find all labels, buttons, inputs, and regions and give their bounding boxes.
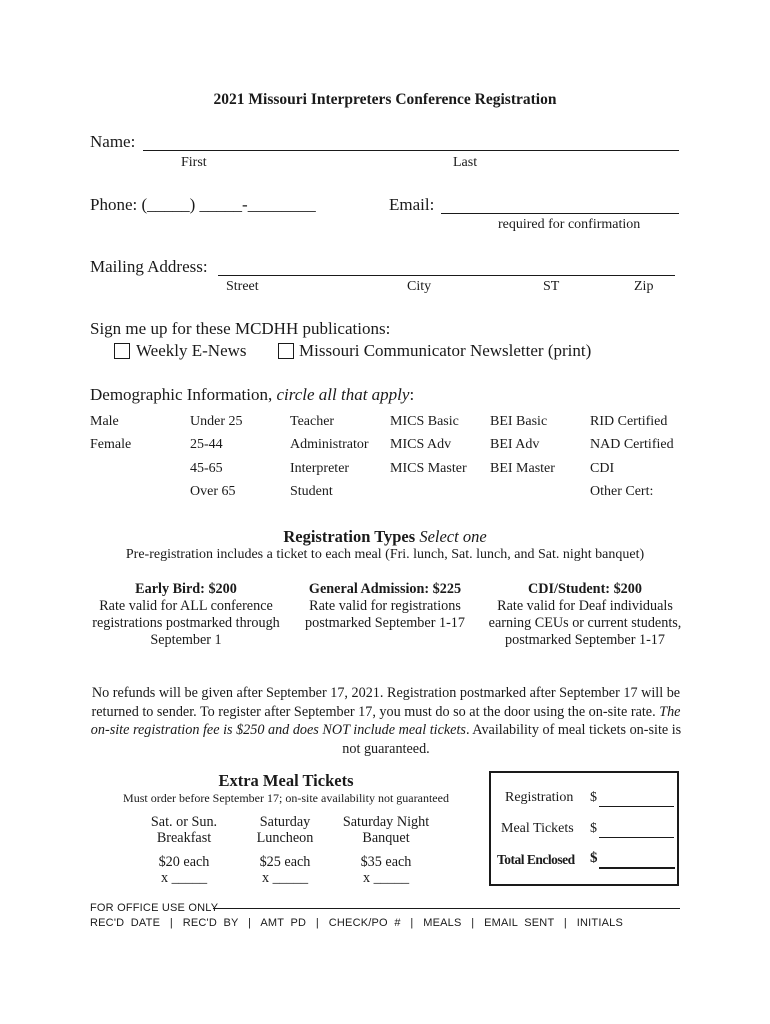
address-city-caption: City <box>407 279 432 294</box>
totals-registration-label: Registration <box>505 790 574 805</box>
meal-name: Saturday Night <box>342 814 430 830</box>
demographic-col-mics <box>390 410 467 480</box>
totals-total-label: Total Enclosed <box>497 852 575 867</box>
name-first-caption: First <box>181 155 207 170</box>
office-fields: REC'D DATE | REC'D BY | AMT PD | CHECK/PO # | MEALS | EMAIL SENT | INITIALS <box>90 917 623 929</box>
demographic-option[interactable]: Interpreter <box>290 460 350 476</box>
meal-qty-field[interactable]: x _____ <box>160 870 208 886</box>
address-st-caption: ST <box>543 279 560 294</box>
weekly-enews-label: Weekly E-News <box>136 341 247 360</box>
name-label: Name: <box>90 132 136 151</box>
meal-banquet <box>326 814 446 886</box>
demographic-option[interactable]: Student <box>290 483 333 499</box>
meal-name: Sat. or Sun. <box>150 814 218 830</box>
dollar-sign: $ <box>590 850 598 866</box>
early-bird-title: Early Bird: $200 <box>135 581 237 597</box>
email-label: Email: <box>389 195 435 214</box>
phone-field[interactable]: Phone: (_____) _____-________ <box>90 195 316 214</box>
registration-heading: Registration Types Select one <box>283 527 487 546</box>
dollar-sign: $ <box>590 790 597 805</box>
meal-price: $20 each <box>158 854 210 870</box>
publications-heading: Sign me up for these MCDHH publications: <box>90 319 391 338</box>
registration-cdi-student[interactable] <box>486 581 684 649</box>
demographic-col-cert <box>590 410 674 503</box>
general-title: General Admission: $225 <box>308 581 462 597</box>
newsletter-checkbox[interactable] <box>278 343 294 359</box>
demographic-col-role <box>290 410 369 503</box>
totals-total-field[interactable] <box>599 867 675 869</box>
totals-meals-field[interactable] <box>599 837 674 838</box>
email-field[interactable] <box>441 213 679 214</box>
demographic-option[interactable]: Other Cert: <box>590 483 654 499</box>
meals-heading: Extra Meal Tickets <box>218 771 354 790</box>
early-bird-desc: Rate valid for ALL conference registrations postmarked through September 1 <box>92 598 280 648</box>
totals-registration-field[interactable] <box>599 806 674 807</box>
newsletter-label: Missouri Communicator Newsletter (print) <box>299 341 592 360</box>
demographic-col-gender <box>90 410 131 457</box>
meal-name: Breakfast <box>156 830 212 846</box>
registration-general[interactable] <box>290 581 480 632</box>
meal-name: Luncheon <box>256 830 314 846</box>
meal-price: $35 each <box>360 854 412 870</box>
weekly-enews-checkbox[interactable] <box>114 343 130 359</box>
name-field[interactable] <box>143 150 679 151</box>
demographic-option[interactable]: MICS Basic <box>390 414 459 429</box>
demographic-col-bei <box>490 410 555 480</box>
totals-meals-label: Meal Tickets <box>501 821 574 836</box>
demographic-option[interactable]: Over 65 <box>190 483 236 499</box>
meal-breakfast <box>129 814 239 886</box>
name-last-caption: Last <box>453 155 478 170</box>
form-title: 2021 Missouri Interpreters Conference Registration <box>213 91 557 108</box>
address-label: Mailing Address: <box>90 257 208 276</box>
demographic-col-age <box>190 410 243 503</box>
demographic-option[interactable]: 45-65 <box>190 460 223 476</box>
demographic-option[interactable]: 25-44 <box>190 437 223 453</box>
demographic-option[interactable]: MICS Master <box>390 460 467 476</box>
meal-qty-field[interactable]: x _____ <box>362 870 410 886</box>
general-desc: Rate valid for registrations postmarked September 1-17 <box>305 598 465 631</box>
office-divider <box>213 908 680 909</box>
demographic-option[interactable]: NAD Certified <box>590 437 674 453</box>
refund-policy: No refunds will be given after September 17, 2021. Registration postmarked after September 17 will be returned to sender. To register after September 17, you must do so at the door using the on-site rate. The on-site registration fee is $250 and does NOT include meal tickets. Availability of meal tickets on-site is not guaranteed. <box>90 685 682 757</box>
demographic-option[interactable]: CDI <box>590 460 615 476</box>
address-zip-caption: Zip <box>634 279 654 294</box>
dollar-sign: $ <box>590 821 597 836</box>
registration-early-bird[interactable] <box>86 581 286 649</box>
meal-luncheon <box>230 814 340 886</box>
address-street-caption: Street <box>226 279 259 294</box>
address-field[interactable] <box>218 275 675 276</box>
demographic-heading: Demographic Information, circle all that apply: <box>90 385 415 404</box>
demographic-option[interactable]: Teacher <box>290 414 335 429</box>
demographic-option[interactable]: Under 25 <box>190 414 243 429</box>
demographic-option[interactable]: Male <box>90 414 119 429</box>
email-note: required for confirmation <box>498 217 641 232</box>
demographic-option[interactable]: RID Certified <box>590 414 668 429</box>
meals-note: Must order before September 17; on-site availability not guaranteed <box>123 791 449 805</box>
demographic-option[interactable]: BEI Adv <box>490 437 540 453</box>
registration-subhead: Pre-registration includes a ticket to each meal (Fri. lunch, Sat. lunch, and Sat. night banquet) <box>125 547 645 562</box>
meal-price: $25 each <box>259 854 311 870</box>
cdi-student-desc: Rate valid for Deaf individuals earning CEUs or current students, postmarked September 1-17 <box>488 598 682 648</box>
demographic-option[interactable]: MICS Adv <box>390 437 452 453</box>
demographic-option[interactable]: BEI Basic <box>490 414 548 429</box>
meal-name: Banquet <box>362 830 410 846</box>
demographic-option[interactable]: BEI Master <box>490 460 555 476</box>
demographic-option[interactable]: Female <box>90 437 132 453</box>
totals-box <box>489 771 679 886</box>
meal-name: Saturday <box>259 814 311 830</box>
meal-qty-field[interactable]: x _____ <box>261 870 309 886</box>
cdi-student-title: CDI/Student: $200 <box>528 581 642 597</box>
office-heading: FOR OFFICE USE ONLY <box>90 902 219 914</box>
demographic-option[interactable]: Administrator <box>290 437 369 453</box>
